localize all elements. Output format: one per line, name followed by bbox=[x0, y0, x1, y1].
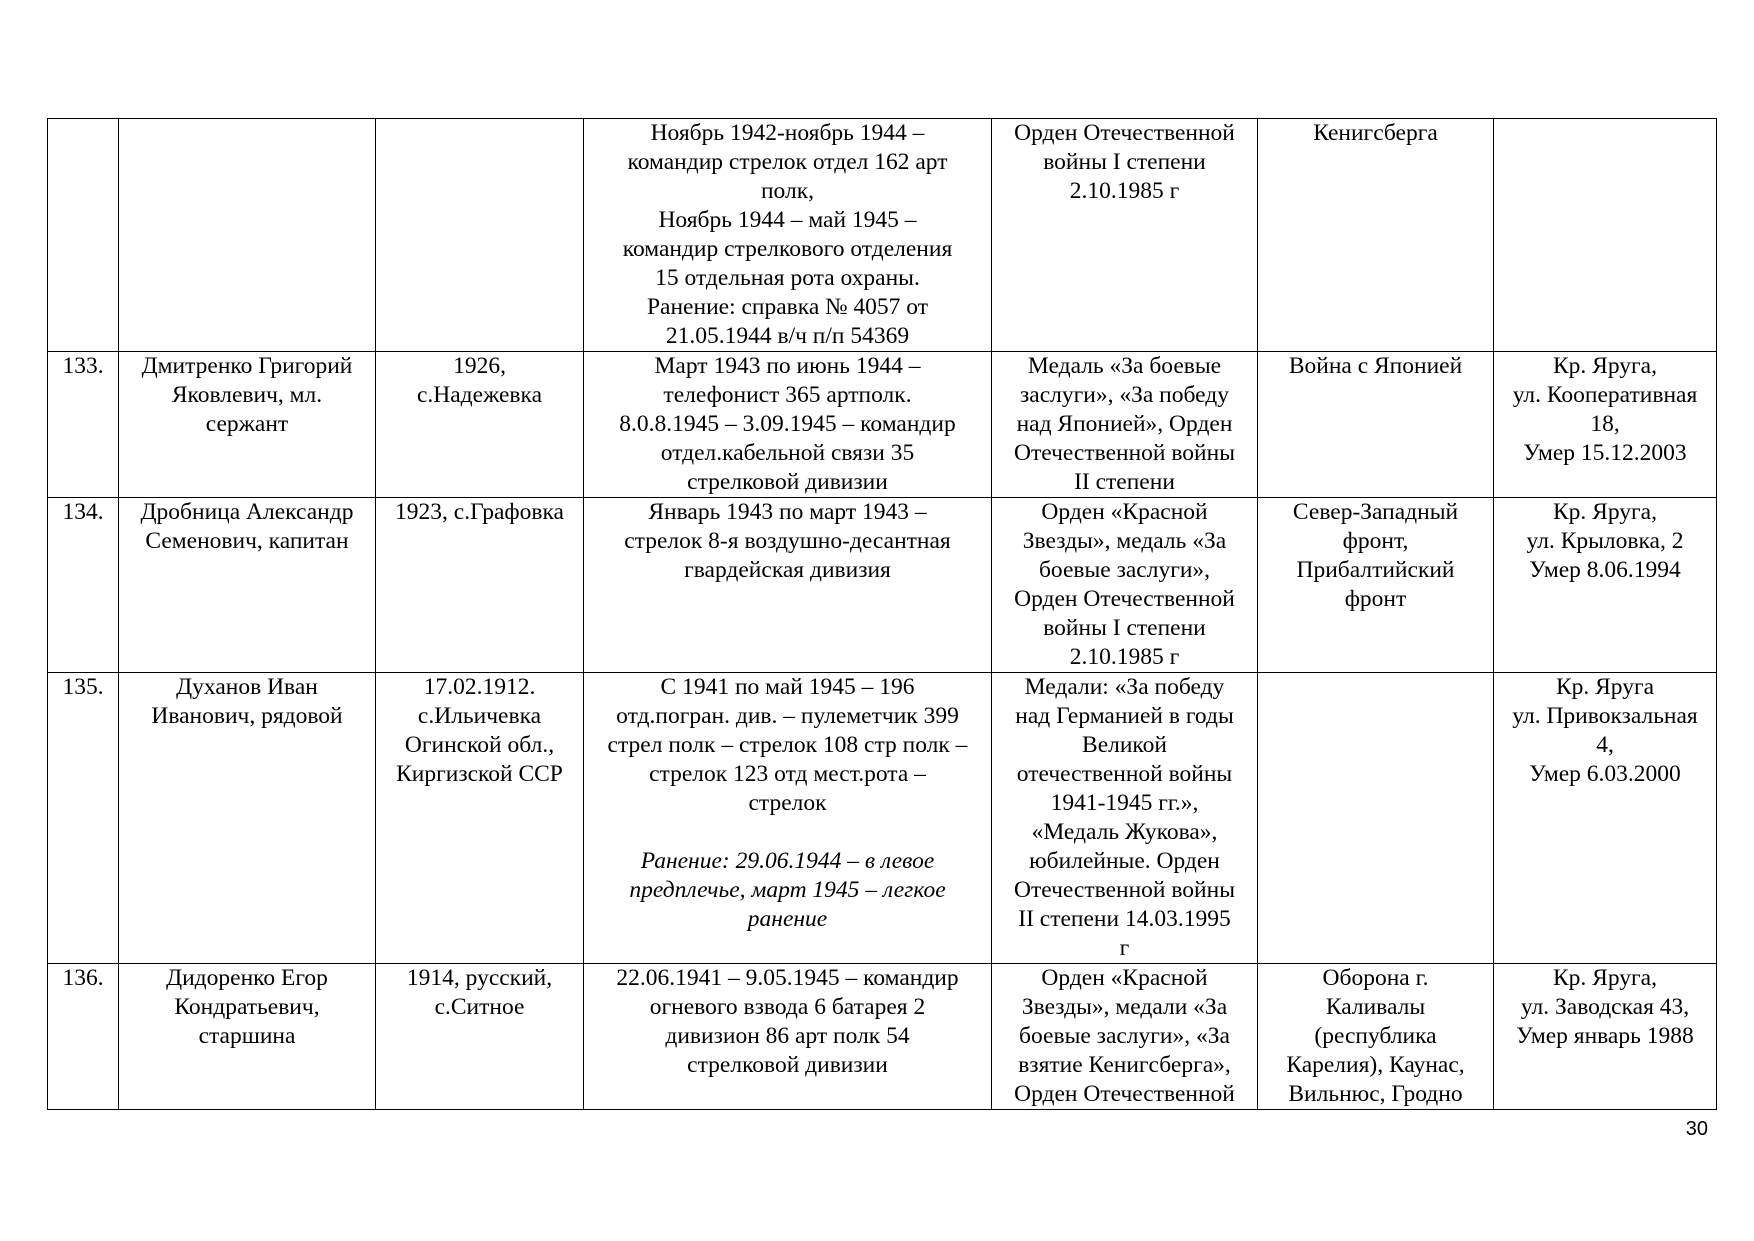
service-text: Январь 1943 по март 1943 – стрелок 8-я воздушно-десантная гвардейская дивизия bbox=[624, 499, 951, 583]
service-text: Март 1943 по июнь 1944 – телефонист 365 артполк. 8.0.8.1945 – 3.09.1945 – командир отдел.кабельной связи 35 стрелковой дивизии bbox=[619, 353, 956, 495]
service-text: 22.06.1941 – 9.05.1945 – командир огневого взвода 6 батарея 2 дивизион 86 арт полк 54 стрелковой дивизии bbox=[616, 965, 959, 1078]
service-cell bbox=[584, 964, 992, 1110]
awards-cell: Медаль «За боевые заслуги», «За победу над Японией», Орден Отечественной войны II степени bbox=[992, 352, 1258, 498]
address-cell: Кр. Яруга ул. Привокзальная 4, Умер 6.03.2000 bbox=[1494, 673, 1717, 964]
name-cell: Духанов Иван Иванович, рядовой bbox=[119, 673, 376, 964]
service-text: С 1941 по май 1945 – 196 отд.погран. див. – пулеметчик 399 стрел полк – стрелок 108 стр полк – стрелок 123 отд мест.рота – стрелок bbox=[607, 674, 968, 816]
birth-cell: 1914, русский, с.Ситное bbox=[376, 964, 584, 1110]
awards-cell: Орден Отечественной войны I степени 2.10.1985 г bbox=[992, 119, 1258, 352]
address-cell: Кр. Яруга, ул. Заводская 43, Умер январь 1988 bbox=[1494, 964, 1717, 1110]
name-cell: Дидоренко Егор Кондратьевич, старшина bbox=[119, 964, 376, 1110]
address-cell: Кр. Яруга, ул. Кооперативная 18, Умер 15.12.2003 bbox=[1494, 352, 1717, 498]
table-row bbox=[48, 673, 1717, 964]
address-cell bbox=[1494, 119, 1717, 352]
row-number-cell: 135. bbox=[48, 673, 119, 964]
service-cell bbox=[584, 673, 992, 964]
birth-cell bbox=[376, 119, 584, 352]
row-number-cell: 133. bbox=[48, 352, 119, 498]
wound-note: Ранение: 29.06.1944 – в левое предплечье, март 1945 – легкое ранение bbox=[629, 848, 946, 932]
awards-cell: Орден «Красной Звезды», медали «За боевые заслуги», «За взятие Кенигсберга», Орден Отечественной bbox=[992, 964, 1258, 1110]
row-number-cell bbox=[48, 119, 119, 352]
page-number: 30 bbox=[1685, 1118, 1708, 1140]
table-row bbox=[48, 119, 1717, 352]
fronts-cell: Война с Японией bbox=[1258, 352, 1494, 498]
name-cell: Дробница Александр Семенович, капитан bbox=[119, 498, 376, 673]
table-row bbox=[48, 352, 1717, 498]
birth-cell: 1923, с.Графовка bbox=[376, 498, 584, 673]
service-cell bbox=[584, 119, 992, 352]
spacer bbox=[590, 818, 985, 847]
address-cell: Кр. Яруга, ул. Крыловка, 2 Умер 8.06.1994 bbox=[1494, 498, 1717, 673]
service-text: Ноябрь 1942-ноябрь 1944 – командир стрелок отдел 162 арт полк, Ноябрь 1944 – май 1945 – командир стрелкового отделения 15 отдельная рота охраны. Ранение: справка № 4057 от 21.05.1944 в/ч п/п 54369 bbox=[622, 120, 953, 349]
fronts-cell: Север-Западный фронт, Прибалтийский фронт bbox=[1258, 498, 1494, 673]
birth-cell: 17.02.1912. с.Ильичевка Огинской обл., Киргизской ССР bbox=[376, 673, 584, 964]
fronts-cell: Кенигсберга bbox=[1258, 119, 1494, 352]
name-cell bbox=[119, 119, 376, 352]
birth-cell: 1926, с.Надежевка bbox=[376, 352, 584, 498]
row-number-cell: 136. bbox=[48, 964, 119, 1110]
awards-cell: Орден «Красной Звезды», медаль «За боевые заслуги», Орден Отечественной войны I степени 2.10.1985 г bbox=[992, 498, 1258, 673]
fronts-cell bbox=[1258, 673, 1494, 964]
table-row bbox=[48, 964, 1717, 1110]
service-cell bbox=[584, 498, 992, 673]
name-cell: Дмитренко Григорий Яковлевич, мл. сержант bbox=[119, 352, 376, 498]
fronts-cell: Оборона г. Каливалы (республика Карелия), Каунас, Вильнюс, Гродно bbox=[1258, 964, 1494, 1110]
awards-cell: Медали: «За победу над Германией в годы Великой отечественной войны 1941-1945 гг.», «Медаль Жукова», юбилейные. Орден Отечественной войны II степени 14.03.1995 г bbox=[992, 673, 1258, 964]
table-row bbox=[48, 498, 1717, 673]
veterans-table bbox=[47, 118, 1717, 1110]
row-number-cell: 134. bbox=[48, 498, 119, 673]
service-cell bbox=[584, 352, 992, 498]
